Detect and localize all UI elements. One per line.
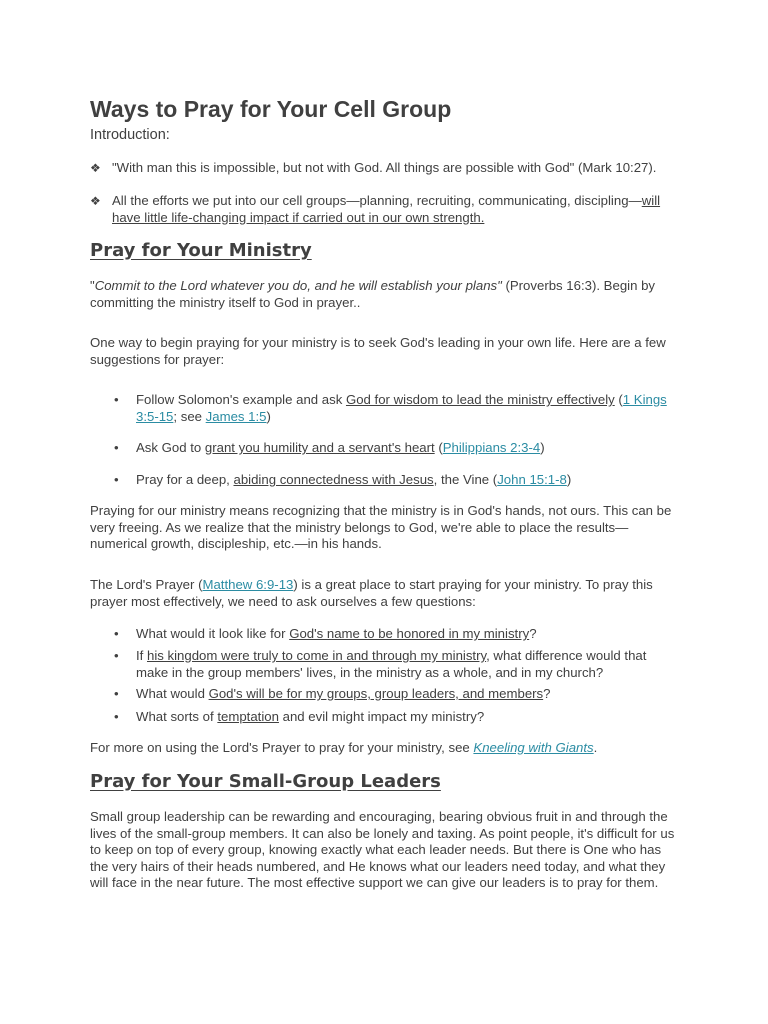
scripture-quote: Commit to the Lord whatever you do, and he will establish your plans" xyxy=(94,278,502,293)
scripture-link[interactable]: Matthew 6:9-13 xyxy=(202,577,294,592)
section-heading-leaders: Pray for Your Small-Group Leaders xyxy=(90,771,441,792)
scripture-link[interactable]: 1 Kings 3:5-15 xyxy=(136,392,667,424)
section-heading-ministry: Pray for Your Ministry xyxy=(90,240,312,261)
intro-item-text: "With man this is impossible, but not with God. All things are possible with God" (Mark 10:27). xyxy=(112,160,657,175)
paragraph: Praying for our ministry means recognizing that the ministry is in God's hands, not ours. This can be very freeing. As we realize that the ministry belongs to God, we're able to place the results—numerical growth, discipleship, etc.—in his hands. xyxy=(90,503,672,551)
round-bullet-icon: • xyxy=(114,648,119,663)
scripture-link[interactable]: James 1:5 xyxy=(205,408,267,424)
round-bullet-icon: • xyxy=(114,392,119,407)
paragraph: The Lord's Prayer (Matthew 6:9-13) is a great place to start praying for your ministry. To pray this prayer most effectively, we need to ask ourselves a few questions: xyxy=(90,577,653,609)
page-title: Ways to Pray for Your Cell Group xyxy=(90,96,452,122)
round-bullet-icon: • xyxy=(114,440,119,455)
intro-item-text: All the efforts we put into our cell groups—planning, recruiting, communicating, discipling— xyxy=(112,193,642,208)
round-bullet-icon: • xyxy=(114,709,119,724)
paragraph: One way to begin praying for your ministry is to seek God's leading in your own life. Here are a few suggestions for prayer: xyxy=(90,335,666,367)
diamond-bullet-icon: ❖ xyxy=(90,194,101,208)
round-bullet-icon: • xyxy=(114,472,119,487)
resource-link[interactable]: Kneeling with Giants xyxy=(473,740,594,755)
intro-label: Introduction: xyxy=(90,127,170,143)
paragraph: For more on using the Lord's Prayer to pray for your ministry, see Kneeling with Giants. xyxy=(90,740,598,755)
intro-item-underline: will have little life-changing impact if carried out in our own strength. xyxy=(112,193,661,225)
paragraph: Small group leadership can be rewarding and encouraging, bearing obvious fruit in and through the lives of the small-group members. It can also be lonely and taxing. As point people, it's difficult for us to keep on top of every group, knowing exactly what each leader needs. But there is One who has the very hairs of their heads numbered, and He knows what our leaders need today, and what they will face in the near future. The most effective support we can give our leaders is to pray for them. xyxy=(90,809,675,890)
scripture-link[interactable]: Philippians 2:3-4 xyxy=(442,440,541,455)
diamond-bullet-icon: ❖ xyxy=(90,161,101,175)
round-bullet-icon: • xyxy=(114,626,119,641)
paragraph: "Commit to the Lord whatever you do, and he will establish your plans" (Proverbs 16:3). Begin by committing the ministry itself to God in prayer.. xyxy=(90,278,656,310)
scripture-link[interactable]: John 15:1-8 xyxy=(497,472,567,487)
round-bullet-icon: • xyxy=(114,686,119,701)
